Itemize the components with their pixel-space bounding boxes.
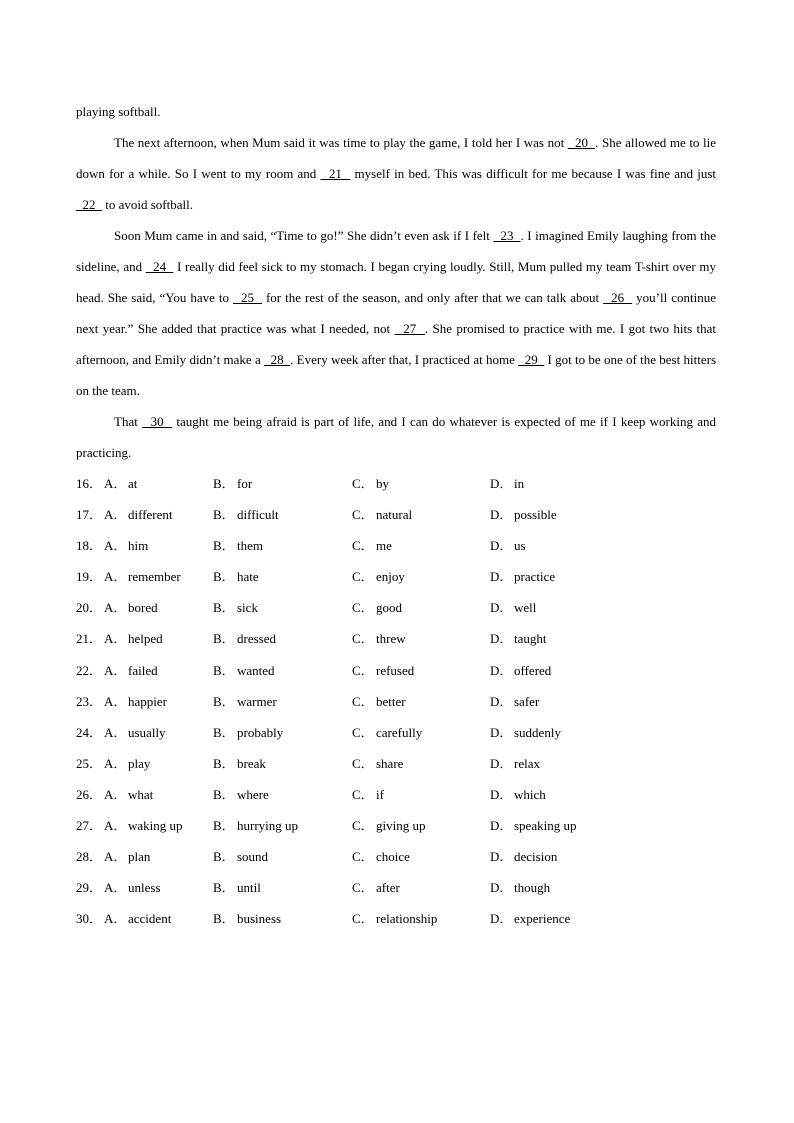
passage-text: . Every week after that, I practiced at home — [290, 352, 519, 367]
option-d: decision — [514, 849, 558, 865]
option-d: which — [514, 786, 546, 802]
option-letter-d: D． — [490, 507, 513, 523]
question-number: 30． — [76, 911, 103, 927]
option-letter-d: D． — [490, 880, 513, 896]
question-number: 27． — [76, 818, 103, 834]
question-number: 23． — [76, 693, 103, 709]
option-letter-b: B． — [213, 631, 235, 647]
question-number: 28． — [76, 849, 103, 865]
question-number: 29． — [76, 880, 103, 896]
option-letter-d: D． — [490, 538, 513, 554]
option-b: hurrying up — [237, 818, 299, 834]
passage-text: myself in bed. This was difficult for me because I was fine and just — [350, 166, 716, 181]
option-letter-b: B． — [213, 880, 235, 896]
option-letter-b: B． — [213, 755, 235, 771]
option-letter-c: C． — [352, 880, 374, 896]
option-letter-a: A． — [104, 818, 127, 834]
option-c: choice — [376, 849, 410, 865]
option-b: wanted — [237, 662, 275, 678]
option-letter-a: A． — [104, 786, 127, 802]
question-row — [76, 655, 716, 686]
option-c: share — [376, 755, 404, 771]
blank-22: 22 — [76, 197, 102, 212]
option-d: practice — [514, 569, 556, 585]
option-d: well — [514, 600, 537, 616]
question-row — [76, 903, 716, 934]
passage-text: playing softball. — [76, 104, 161, 119]
option-letter-c: C． — [352, 662, 374, 678]
option-b: difficult — [237, 507, 279, 523]
option-d: offered — [514, 662, 552, 678]
passage-text: to avoid softball. — [102, 197, 193, 212]
option-letter-d: D． — [490, 786, 513, 802]
option-letter-b: B． — [213, 849, 235, 865]
option-letter-a: A． — [104, 569, 127, 585]
option-letter-d: D． — [490, 693, 513, 709]
option-b: where — [237, 786, 269, 802]
blank-30: 30 — [142, 414, 173, 429]
option-d: relax — [514, 755, 540, 771]
option-a: what — [128, 786, 154, 802]
option-d: experience — [514, 911, 571, 927]
question-list — [76, 468, 716, 934]
option-b: break — [237, 755, 266, 771]
option-letter-d: D． — [490, 569, 513, 585]
blank-27: 27 — [394, 321, 425, 336]
question-number: 25． — [76, 755, 103, 771]
document-page — [76, 96, 716, 934]
option-d: suddenly — [514, 724, 561, 740]
blank-26: 26 — [603, 290, 633, 305]
option-letter-a: A． — [104, 538, 127, 554]
option-letter-a: A． — [104, 476, 127, 491]
option-letter-a: A． — [104, 724, 127, 740]
option-d: possible — [514, 507, 557, 523]
option-b: warmer — [237, 693, 277, 709]
option-letter-b: B． — [213, 693, 235, 709]
option-c: threw — [376, 631, 406, 647]
option-letter-d: D． — [490, 755, 513, 771]
option-letter-c: C． — [352, 911, 374, 927]
passage-text: Soon Mum came in and said, “Time to go!” She didn’t even ask if I felt — [114, 228, 494, 243]
option-b: hate — [237, 569, 259, 585]
blank-21: 21 — [320, 166, 351, 181]
option-letter-d: D． — [490, 818, 513, 834]
option-d: in — [514, 476, 525, 491]
option-letter-d: D． — [490, 631, 513, 647]
option-c: after — [376, 880, 400, 896]
option-letter-d: D． — [490, 849, 513, 865]
question-number: 24． — [76, 724, 103, 740]
option-c: carefully — [376, 724, 423, 740]
option-letter-b: B． — [213, 662, 235, 678]
option-letter-b: B． — [213, 538, 235, 554]
passage-text: you’ll continue next year.” She added that practice was what I needed, not — [76, 290, 716, 336]
question-number: 20． — [76, 600, 103, 616]
blank-24: 24 — [145, 259, 174, 274]
question-row — [76, 717, 716, 748]
option-letter-c: C． — [352, 818, 374, 834]
option-a: helped — [128, 631, 163, 647]
question-row — [76, 779, 716, 810]
option-letter-a: A． — [104, 631, 127, 647]
option-a: at — [128, 476, 138, 491]
option-letter-d: D． — [490, 600, 513, 616]
option-c: by — [376, 476, 389, 491]
option-letter-c: C． — [352, 631, 374, 647]
passage-text: The next afternoon, when Mum said it was time to play the game, I told her I was not — [114, 135, 568, 150]
option-d: speaking up — [514, 818, 577, 834]
passage-text: for the rest of the season, and only after that we can talk about — [261, 290, 604, 305]
question-number: 22． — [76, 662, 103, 678]
option-d: safer — [514, 693, 540, 709]
option-letter-c: C． — [352, 507, 374, 523]
option-c: if — [376, 786, 384, 802]
option-c: refused — [376, 662, 415, 678]
option-b: business — [237, 911, 282, 927]
option-letter-d: D． — [490, 724, 513, 740]
option-letter-c: C． — [352, 786, 374, 802]
question-number: 16． — [76, 476, 103, 491]
passage-paragraph-3 — [76, 406, 716, 468]
passage-paragraph-1 — [76, 127, 716, 220]
option-letter-c: C． — [352, 693, 374, 709]
option-a: happier — [128, 693, 167, 709]
question-row — [76, 592, 716, 623]
option-letter-c: C． — [352, 476, 374, 491]
question-row — [76, 499, 716, 530]
passage-paragraph-2 — [76, 220, 716, 406]
option-letter-b: B． — [213, 569, 235, 585]
blank-23: 23 — [493, 228, 521, 243]
option-letter-b: B． — [213, 911, 235, 927]
blank-29: 29 — [518, 352, 545, 367]
question-number: 26． — [76, 786, 103, 802]
option-letter-d: D． — [490, 911, 513, 927]
option-letter-a: A． — [104, 755, 127, 771]
question-row — [76, 468, 716, 499]
option-a: unless — [128, 880, 161, 896]
option-a: different — [128, 507, 173, 523]
option-d: taught — [514, 631, 547, 647]
option-letter-a: A． — [104, 600, 127, 616]
question-number: 21． — [76, 631, 103, 647]
option-c: good — [376, 600, 402, 616]
question-number: 17． — [76, 507, 103, 523]
passage-text: taught me being afraid is part of life, and I can do whatever is expected of me if I keep working and practicing. — [76, 414, 716, 460]
passage-paragraph-0 — [76, 96, 716, 127]
option-c: me — [376, 538, 392, 554]
option-a: usually — [128, 724, 166, 740]
option-c: giving up — [376, 818, 426, 834]
option-b: probably — [237, 724, 284, 740]
option-letter-c: C． — [352, 724, 374, 740]
option-a: remember — [128, 569, 181, 585]
option-b: dressed — [237, 631, 276, 647]
blank-20: 20 — [567, 135, 596, 150]
option-b: until — [237, 880, 261, 896]
passage-text: . She promised to practice with me. I got two hits that afternoon, and Emily didn’t make a — [76, 321, 716, 367]
option-d: though — [514, 880, 551, 896]
option-letter-a: A． — [104, 880, 127, 896]
option-a: accident — [128, 911, 172, 927]
option-c: better — [376, 693, 406, 709]
option-letter-c: C． — [352, 600, 374, 616]
option-b: sick — [237, 600, 258, 616]
option-a: waking up — [128, 818, 183, 834]
passage-text: I got to be one of the best hitters on the team. — [76, 352, 717, 398]
passage-text: . She allowed me to lie down for a while. So I went to my room and — [76, 135, 717, 181]
option-d: us — [514, 538, 526, 554]
option-letter-c: C． — [352, 849, 374, 865]
option-letter-b: B． — [213, 724, 235, 740]
option-letter-c: C． — [352, 538, 374, 554]
option-letter-d: D． — [490, 476, 513, 491]
option-c: relationship — [376, 911, 438, 927]
option-letter-d: D． — [490, 662, 513, 678]
question-row — [76, 748, 716, 779]
option-letter-a: A． — [104, 693, 127, 709]
option-letter-b: B． — [213, 600, 235, 616]
blank-28: 28 — [264, 352, 291, 367]
question-row — [76, 872, 716, 903]
option-letter-c: C． — [352, 569, 374, 585]
option-a: bored — [128, 600, 158, 616]
question-row — [76, 810, 716, 841]
option-a: him — [128, 538, 149, 554]
passage-text: I really did feel sick to my stomach. I began crying loudly. Still, Mum pulled my team T-shirt over my head. She said, “You have to — [76, 259, 716, 305]
question-row — [76, 841, 716, 872]
passage-text: . I imagined Emily laughing from the sideline, and — [76, 228, 717, 274]
question-row — [76, 686, 716, 717]
option-letter-a: A． — [104, 662, 127, 678]
option-a: plan — [128, 849, 151, 865]
option-letter-a: A． — [104, 507, 127, 523]
question-row — [76, 623, 716, 654]
question-row — [76, 530, 716, 561]
option-letter-b: B． — [213, 786, 235, 802]
option-letter-a: A． — [104, 911, 127, 927]
question-number: 19． — [76, 569, 103, 585]
option-letter-b: B． — [213, 476, 235, 491]
option-letter-b: B． — [213, 818, 235, 834]
option-a: play — [128, 755, 151, 771]
question-number: 18． — [76, 538, 103, 554]
blank-25: 25 — [232, 290, 262, 305]
option-b: sound — [237, 849, 269, 865]
question-row — [76, 561, 716, 592]
option-c: natural — [376, 507, 413, 523]
option-letter-a: A． — [104, 849, 127, 865]
passage-text: That — [114, 414, 143, 429]
option-c: enjoy — [376, 569, 405, 585]
option-letter-b: B． — [213, 507, 235, 523]
option-b: for — [237, 476, 253, 491]
option-b: them — [237, 538, 263, 554]
option-a: failed — [128, 662, 158, 678]
option-letter-c: C． — [352, 755, 374, 771]
